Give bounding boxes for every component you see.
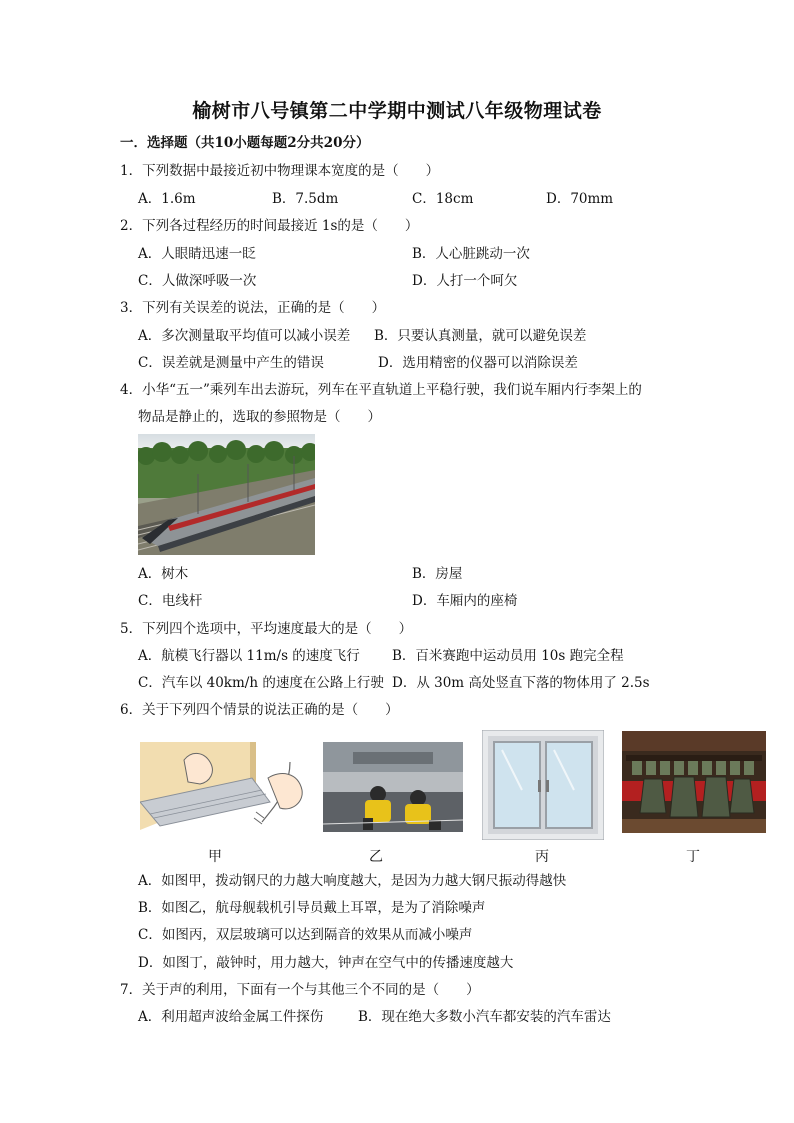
- q1-option-b[interactable]: B．7.5dm: [272, 191, 339, 207]
- q4-stem-line1: 4．小华“五一”乘列车出去游玩，列车在平直轨道上平稳行驶，我们说车厢内行李架上的: [120, 382, 642, 398]
- q4-option-d[interactable]: D．车厢内的座椅: [412, 593, 518, 609]
- q7-option-b[interactable]: B．现在绝大多数小汽车都安装的汽车雷达: [358, 1009, 611, 1025]
- train-photo: [138, 434, 315, 555]
- q7-option-a[interactable]: A．利用超声波给金属工件探伤: [138, 1009, 324, 1025]
- q5-option-a[interactable]: A．航模飞行器以 11m/s 的速度飞行: [138, 648, 360, 664]
- caption-bing: 丙: [535, 849, 549, 865]
- q5-option-c[interactable]: C．汽车以 40km/h 的速度在公路上行驶: [138, 675, 384, 691]
- q2-option-c[interactable]: C．人做深呼吸一次: [138, 273, 257, 289]
- q5-stem: 5．下列四个选项中，平均速度最大的是（ ）: [120, 621, 413, 637]
- q1-option-c[interactable]: C．18cm: [412, 191, 474, 207]
- q3-option-a[interactable]: A．多次测量取平均值可以减小误差: [138, 328, 351, 344]
- q5-option-d[interactable]: D．从 30m 高处竖直下落的物体用了 2.5s: [392, 675, 650, 691]
- q4-option-c[interactable]: C．电线杆: [138, 593, 203, 609]
- q6-option-b[interactable]: B．如图乙，航母舰载机引导员戴上耳罩，是为了消除噪声: [138, 900, 486, 916]
- q4-option-b[interactable]: B．房屋: [412, 566, 463, 582]
- q2-option-d[interactable]: D．人打一个呵欠: [412, 273, 518, 289]
- q2-stem: 2．下列各过程经历的时间最接近 1s的是（ ）: [120, 218, 419, 234]
- ruler-image: [140, 742, 308, 832]
- q2-option-b[interactable]: B．人心脏跳动一次: [412, 246, 530, 262]
- caption-yi: 乙: [369, 849, 383, 865]
- q2-option-a[interactable]: A．人眼睛迅速一眨: [138, 246, 256, 262]
- q7-stem: 7．关于声的利用，下面有一个与其他三个不同的是（ ）: [120, 982, 480, 998]
- q6-option-d[interactable]: D．如图丁，敲钟时，用力越大，钟声在空气中的传播速度越大: [138, 955, 514, 971]
- q3-option-b[interactable]: B．只要认真测量，就可以避免误差: [374, 328, 587, 344]
- bronze-bells-image: [622, 731, 766, 833]
- q3-option-d[interactable]: D．选用精密的仪器可以消除误差: [378, 355, 578, 371]
- q6-stem: 6．关于下列四个情景的说法正确的是（ ）: [120, 702, 399, 718]
- q1-option-a[interactable]: A．1.6m: [138, 191, 196, 207]
- q1-option-d[interactable]: D．70mm: [546, 191, 614, 207]
- q6-option-a[interactable]: A．如图甲，拨动钢尺的力越大响度越大，是因为力越大钢尺振动得越快: [138, 873, 567, 889]
- q4-stem-line2: 物品是静止的，选取的参照物是（ ）: [138, 409, 381, 425]
- caption-jia: 甲: [208, 849, 222, 865]
- q4-option-a[interactable]: A．树木: [138, 566, 189, 582]
- q1-stem: 1．下列数据中最接近初中物理课本宽度的是（ ）: [120, 163, 440, 179]
- q3-option-c[interactable]: C．误差就是测量中产生的错误: [138, 355, 324, 371]
- caption-ding: 丁: [686, 849, 700, 865]
- carrier-crew-image: [323, 742, 463, 832]
- q6-option-c[interactable]: C．如图丙，双层玻璃可以达到隔音的效果从而减小噪声: [138, 927, 473, 943]
- double-glazed-window-image: [482, 730, 604, 840]
- section-heading: 一．选择题（共10小题每题2分共20分）: [120, 135, 370, 151]
- q3-stem: 3．下列有关误差的说法，正确的是（ ）: [120, 300, 386, 316]
- q5-option-b[interactable]: B．百米赛跑中运动员用 10s 跑完全程: [392, 648, 624, 664]
- page-title: 榆树市八号镇第二中学期中测试八年级物理试卷: [192, 100, 602, 122]
